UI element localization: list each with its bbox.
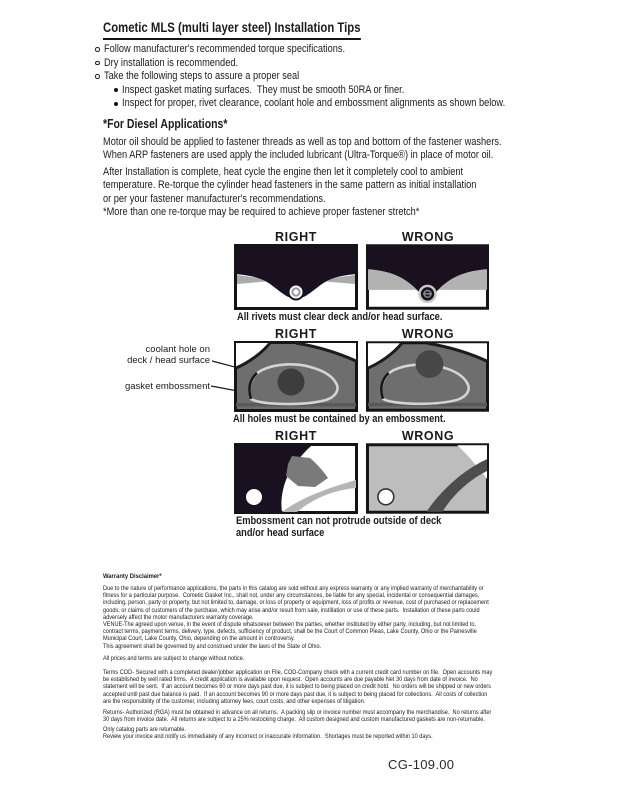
- tip-text: Dry installation is recommended.: [103, 56, 238, 69]
- diesel-paragraph-2: [103, 166, 548, 206]
- row3-right-figure: [234, 443, 358, 514]
- row2-wrong-figure: [366, 341, 489, 412]
- retorque-note-text: *More than one re-torque may be required to achieve proper fastener stretch*: [103, 206, 420, 218]
- row1-caption: [237, 311, 476, 323]
- warranty-paragraph-returns: [103, 709, 555, 723]
- text-line: accepted until past due balance is paid. If an account becomes 90 or more days past due, it is subject to being placed for collections. All costs of collection: [103, 690, 488, 698]
- row2-caption: [233, 413, 480, 425]
- text-line: statement will be sent. If an account becomes 60 or more days past due, it is subject to being placed on credit hold. No orders will be shipped or new orders: [103, 683, 492, 691]
- circle-bullet-icon: [95, 74, 100, 79]
- row1-right-label: RIGHT: [275, 230, 317, 244]
- text-line: goods, or claims of customers of the purchase, which may arise and/or result from sale, instillation or use of these parts. Installation of these parts could: [103, 606, 480, 614]
- gasket-embossment-pointer-label: gasket embossment: [124, 381, 210, 392]
- row3-right-label: RIGHT: [275, 429, 317, 443]
- embossment-protrusion-wrong-diagram: [366, 443, 489, 514]
- row1-wrong-figure: [366, 244, 489, 310]
- text-line: Only catalog parts are returnable.: [103, 726, 186, 733]
- embossment-protrusion-right-diagram: [234, 443, 358, 514]
- text-line: Municipal Court, Lake County, Ohio, depending on the amount in controversy.: [103, 635, 295, 643]
- warranty-paragraph-venue: [103, 621, 538, 650]
- text-line: contract terms, payment terms, delivery, type, defects, sufficiency of product, shall be the Court of Common Pleas, Lake County, Ohio or the Painesville: [103, 628, 477, 636]
- text-line: or per your fastener manufacturer's recommendations.: [103, 192, 326, 205]
- tip-text: Take the following steps to assure a proper seal: [103, 70, 299, 82]
- sub-tip-text: Inspect gasket mating surfaces. They must be smooth 50RA or finer.: [122, 83, 405, 96]
- text-line: Due to the nature of performance applications, the parts in this catalog are sold without any express warranty or any implied warranty of merchantability or: [103, 585, 484, 592]
- rivet-clearance-wrong-diagram: [366, 244, 489, 310]
- sub-tip-item: [114, 84, 578, 98]
- warranty-heading-text: Warranty Disclaimer*: [103, 573, 162, 580]
- text-line: VENUE-The agreed upon venue, in the event of dispute whatsoever between the parties, whether instituted by either party, including, but not limited to,: [103, 621, 477, 628]
- text-line: and/or head surface: [236, 527, 325, 539]
- rivet-clearance-right-diagram: [234, 244, 358, 310]
- text-line: Embossment can not protrude outside of deck: [236, 515, 442, 527]
- row2-right-label: RIGHT: [275, 327, 317, 341]
- tip-item: [95, 70, 578, 84]
- page-title: Cometic MLS (multi layer steel) Installation Tips: [103, 20, 361, 40]
- embossment-containment-wrong-diagram: [366, 341, 489, 412]
- text-line: fitness for a particular purpose. Cometic Gasket Inc., shall not, under any circumstances, be liable for any special, incidental or consequential damages,: [103, 592, 480, 600]
- dot-bullet-icon: [114, 88, 118, 92]
- sub-tip-item: [114, 97, 578, 111]
- warranty-paragraph-terms: [103, 669, 556, 705]
- text-line: All prices and terms are subject to change without notice.: [103, 655, 245, 662]
- sub-tip-text: Inspect for proper, rivet clearance, coolant hole and embossment alignments as shown below.: [122, 97, 506, 109]
- text-line: Returns- Authorized (RGA) must be obtained in advance on all returns. A packing slip or invoice number must accompany the merchandise. No returns after: [103, 709, 492, 716]
- warranty-heading: [103, 573, 171, 580]
- circle-bullet-icon: [95, 61, 100, 66]
- warranty-paragraph-prices: [103, 655, 267, 662]
- circle-bullet-icon: [95, 47, 100, 52]
- coolant-hole-pointer-label: [98, 344, 210, 366]
- text-line: Review your invoice and notify us immediately of any incorrect or inaccurate information. Shortages must be reported within 10 days.: [103, 733, 433, 741]
- row1-wrong-label: WRONG: [401, 230, 455, 244]
- text-line: Motor oil should be applied to fastener threads as well as top and bottom of the fastener washers.: [103, 136, 502, 148]
- row3-wrong-label: WRONG: [401, 429, 455, 443]
- text-line: including, person, party or property, but not limited to, damage, or loss of property or equipment, loss of profits or revenue, cost of purchased or replacement: [103, 599, 489, 607]
- pointer-label-line: deck / head surface: [127, 355, 210, 366]
- text-line: be established by well rated firms. A credit application is available upon request. Open accounts are due payable Net 30 days from date of invoice. No: [103, 676, 478, 684]
- text-line: 30 days from invoice date. All returns are subject to a 25% restocking charge. All custom designed and custom manufactured gaskets are non-returnable.: [103, 716, 485, 724]
- row2-wrong-label: WRONG: [401, 327, 455, 341]
- row1-right-figure: [234, 244, 358, 310]
- text-line: After Installation is complete, heat cycle the engine then let it completely cool to ambient: [103, 166, 464, 178]
- text-line: temperature. Re-torque the cylinder head fasteners in the same pattern as initial installation: [103, 179, 477, 192]
- retorque-note: [103, 206, 480, 219]
- diesel-paragraph-1: [103, 136, 578, 163]
- embossment-containment-right-diagram: [234, 341, 358, 412]
- text-line: Terms COD- Secured with a completed dealer/jobber application on File, COD-Company check with a current credit card number on file. Open accounts may: [103, 669, 493, 676]
- row2-right-figure: [234, 341, 358, 412]
- diesel-heading-text: *For Diesel Applications*: [103, 117, 228, 131]
- row1-caption-text: All rivets must clear deck and/or head surface.: [237, 311, 443, 323]
- row2-caption-text: All holes must be contained by an embossment.: [233, 413, 446, 425]
- warranty-paragraph-catalog: [103, 726, 486, 740]
- page-code: CG-109.00: [388, 757, 455, 772]
- tip-item: [95, 43, 578, 57]
- installation-tips-list: [95, 43, 578, 111]
- row3-wrong-figure: [366, 443, 489, 514]
- tip-text: Follow manufacturer's recommended torque specifications.: [103, 43, 345, 55]
- warranty-paragraph-1: [103, 585, 552, 621]
- row3-caption: [236, 515, 475, 539]
- pointer-label-line: coolant hole on: [145, 344, 210, 355]
- text-line: are the responsibility of the customer, including attorney fees, court costs, and other expenses of litigation.: [103, 697, 366, 705]
- tip-item: [95, 57, 578, 71]
- diesel-section-heading: [103, 117, 251, 131]
- dot-bullet-icon: [114, 102, 118, 106]
- text-line: This agreement shall be governed by and construed under the laws of the State of Ohio.: [103, 642, 322, 650]
- text-line: When ARP fasteners are used apply the included lubricant (Ultra-Torque®) in place of motor oil.: [103, 149, 494, 162]
- text-line: adversely affect the motor manufacturers warranty coverage.: [103, 613, 254, 621]
